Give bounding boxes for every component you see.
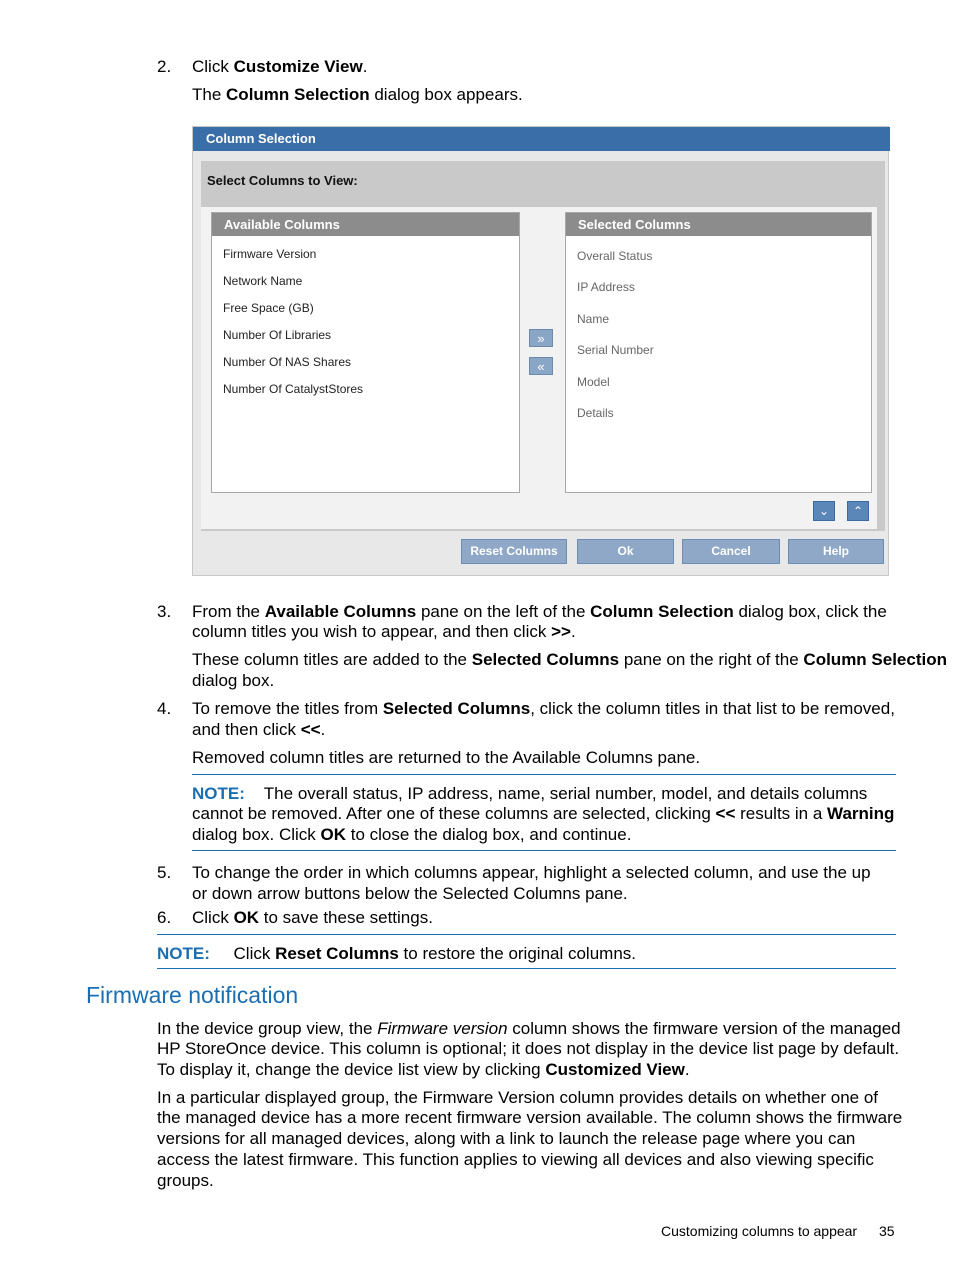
step-4-line2: and then click <<.: [192, 720, 326, 739]
pane-area: [201, 207, 877, 529]
step-5-line2: or down arrow buttons below the Selected Columns pane.: [192, 884, 628, 903]
add-column-button[interactable]: »: [529, 329, 553, 347]
step-4-line1: To remove the titles from Selected Columns, click the column titles in that list to be removed,: [192, 699, 895, 718]
footer-title: Customizing columns to appear: [661, 1223, 858, 1239]
section-p1-line3: To display it, change the device list view by clicking Customized View.: [157, 1060, 690, 1079]
available-item[interactable]: Network Name: [223, 274, 303, 288]
section-heading: Firmware notification: [86, 982, 299, 1008]
step-3-number: 3.: [157, 602, 172, 621]
step-2-number: 2.: [157, 57, 172, 76]
step-2-result: The Column Selection dialog box appears.: [192, 85, 523, 104]
note-label: NOTE:: [157, 944, 210, 963]
available-item[interactable]: Number Of Libraries: [223, 328, 332, 342]
selected-item[interactable]: IP Address: [577, 280, 635, 294]
remove-column-button[interactable]: «: [529, 357, 553, 375]
available-item[interactable]: Number Of NAS Shares: [223, 355, 352, 369]
section-p2-line4: access the latest firmware. This function applies to viewing all devices and also viewing specific: [157, 1150, 874, 1169]
section-p1-line1: In the device group view, the Firmware version column shows the firmware version of the managed: [157, 1019, 901, 1038]
selected-columns-pane: [565, 212, 872, 493]
selected-item[interactable]: Name: [577, 312, 610, 326]
help-button[interactable]: Help: [788, 539, 884, 564]
note-1-line3: dialog box. Click OK to close the dialog box, and continue.: [192, 825, 632, 844]
move-up-icon[interactable]: ⌃: [847, 501, 869, 521]
section-p2-line5: groups.: [157, 1171, 214, 1190]
section-p1-line2: HP StoreOnce device. This column is optional; it does not display in the device list page by default.: [157, 1039, 900, 1058]
step-5-number: 5.: [157, 863, 172, 882]
available-columns-header: Available Columns: [212, 213, 519, 236]
selected-columns-header: Selected Columns: [566, 213, 871, 236]
section-p2-line2: the managed device has a more recent firmware version available. The column shows the firmware: [157, 1108, 903, 1127]
move-down-icon[interactable]: ⌄: [813, 501, 835, 521]
selected-item[interactable]: Model: [577, 375, 610, 389]
column-selection-dialog: [192, 126, 889, 576]
step-4-number: 4.: [157, 699, 172, 718]
dialog-title: Column Selection: [193, 127, 890, 151]
step-3-result-line2: dialog box.: [192, 671, 275, 690]
ok-button[interactable]: Ok: [577, 539, 674, 564]
note-1-line1: NOTE: The overall status, IP address, name, serial number, model, and details columns: [192, 784, 868, 803]
note-label: NOTE:: [192, 784, 245, 803]
available-item[interactable]: Firmware Version: [223, 247, 317, 261]
available-item[interactable]: Number Of CatalystStores: [223, 382, 364, 396]
selected-item[interactable]: Overall Status: [577, 249, 653, 263]
page-number: 35: [879, 1223, 895, 1239]
cancel-button[interactable]: Cancel: [682, 539, 780, 564]
step-6-number: 6.: [157, 908, 172, 927]
note-divider-bottom: [192, 850, 896, 851]
step-6-text: Click OK to save these settings.: [192, 908, 433, 927]
note-2-divider-top: [157, 934, 896, 935]
step-2-text: Click Customize View.: [192, 57, 368, 76]
selected-item[interactable]: Details: [577, 406, 614, 420]
dialog-subtitle: Select Columns to View:: [207, 173, 358, 188]
step-4-result: Removed column titles are returned to the Available Columns pane.: [192, 748, 701, 767]
section-p2-line1: In a particular displayed group, the Firmware Version column provides details on whether one of: [157, 1088, 878, 1107]
step-3-result-line1: These column titles are added to the Selected Columns pane on the right of the Column Selection: [192, 650, 947, 669]
step-3-line1: From the Available Columns pane on the left of the Column Selection dialog box, click the: [192, 602, 887, 621]
note-2-divider-bottom: [157, 968, 896, 969]
step-5-line1: To change the order in which columns appear, highlight a selected column, and use the up: [192, 863, 871, 882]
selected-item[interactable]: Serial Number: [577, 343, 654, 357]
available-item[interactable]: Free Space (GB): [223, 301, 314, 315]
note-2-text: NOTE: Click Reset Columns to restore the original columns.: [157, 944, 636, 963]
note-divider-top: [192, 774, 896, 775]
reset-columns-button[interactable]: Reset Columns: [461, 539, 567, 564]
section-p2-line3: versions for all managed devices, along with a link to launch the release page where you can: [157, 1129, 856, 1148]
note-1-line2: cannot be removed. After one of these columns are selected, clicking << results in a Warning: [192, 804, 895, 823]
available-columns-pane: [211, 212, 520, 493]
step-3-line2: column titles you wish to appear, and then click >>.: [192, 622, 576, 641]
